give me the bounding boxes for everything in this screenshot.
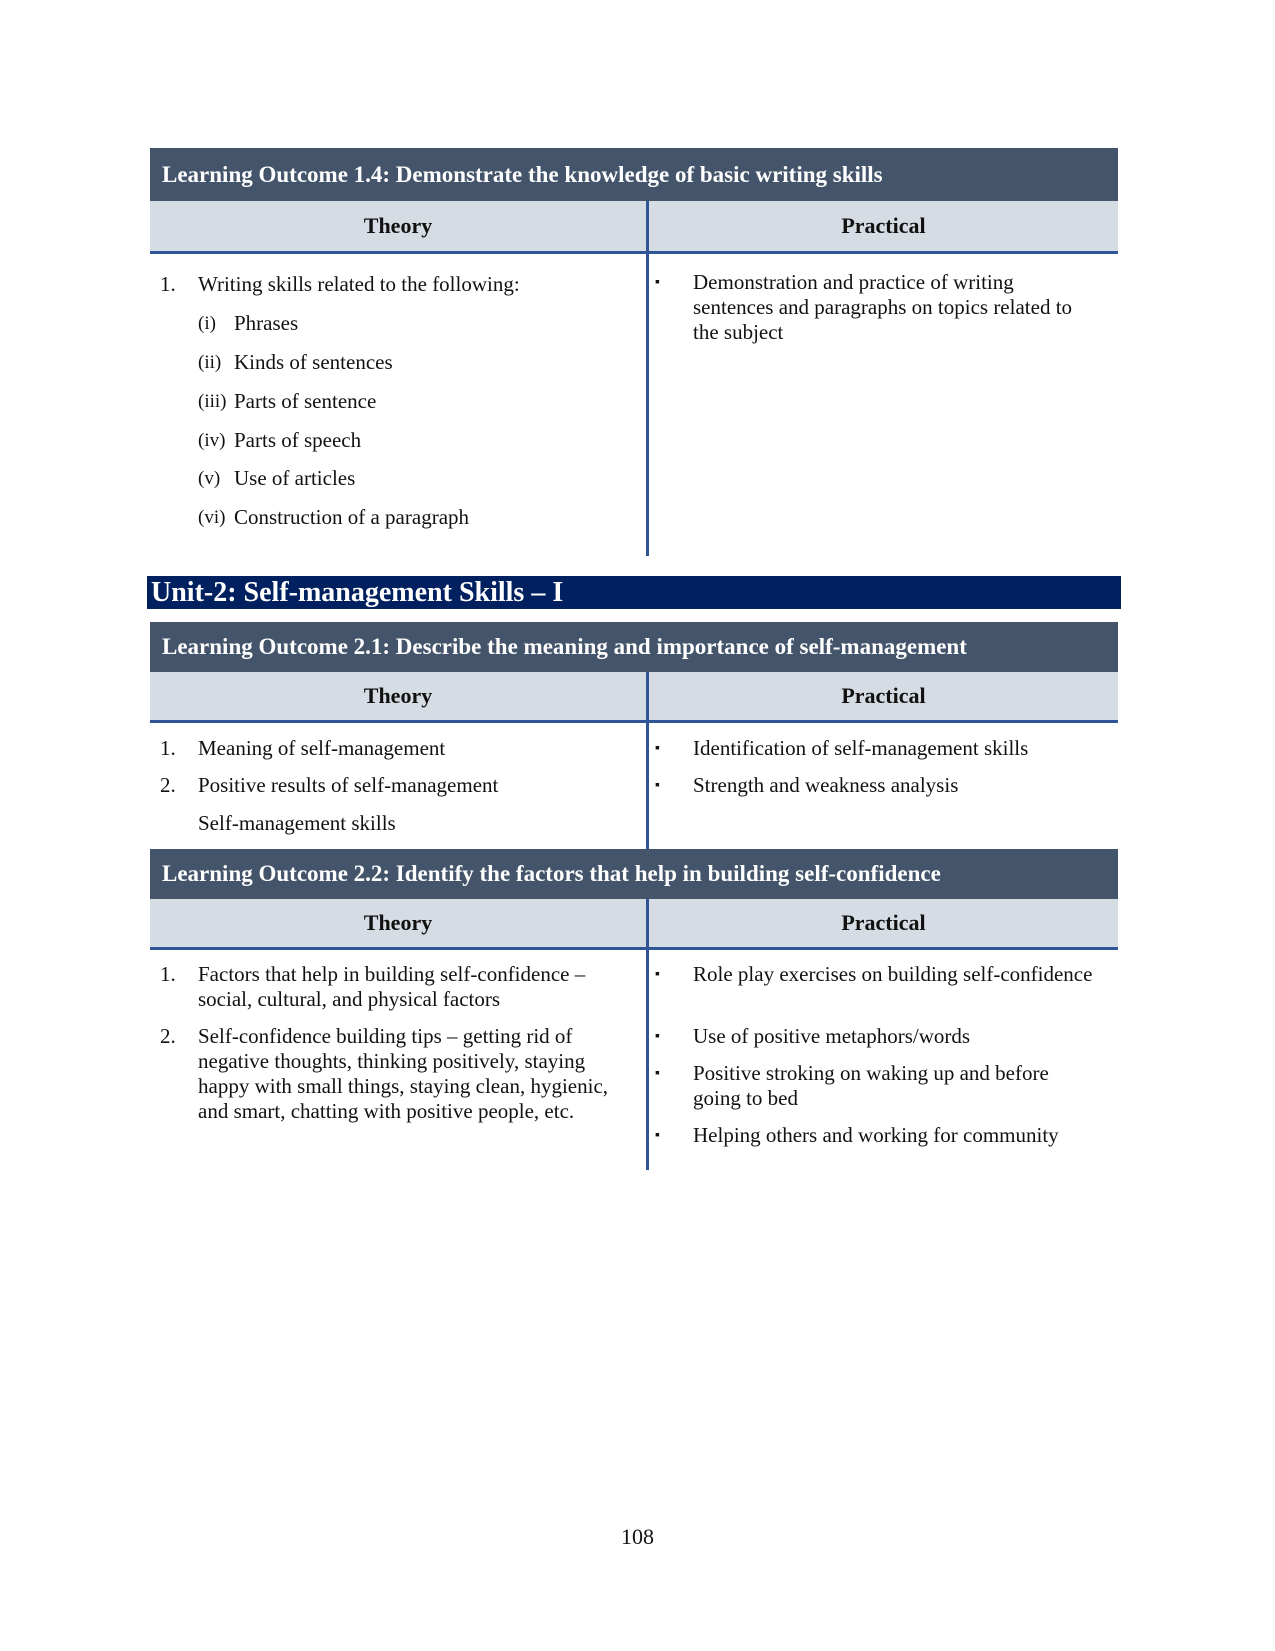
practical-header: Practical <box>646 201 1118 251</box>
item-text: Positive stroking on waking up and before going to bed <box>693 1061 1049 1110</box>
item-number: 2. <box>160 773 176 797</box>
theory-header: Theory <box>363 910 433 935</box>
item-text: Factors that help in building self-confidence – social, cultural, and physical factors <box>198 962 586 1011</box>
bullet-icon: ▪ <box>655 1128 660 1143</box>
item-text: Self-confidence building tips – getting rid of negative thoughts, thinking positively, staying happy with small things, staying clean, hygienic, and smart, chatting with positive people, etc. <box>198 1024 609 1123</box>
lo-1-4-title: Learning Outcome 1.4: Demonstrate the knowledge of basic writing skills <box>162 161 883 187</box>
item-number: 1. <box>160 272 176 296</box>
subitem-number: (ii) <box>198 352 222 373</box>
lo-2-2-practical-item <box>655 1024 1095 1049</box>
subitem-number: (vi) <box>198 507 226 528</box>
bullet-icon: ▪ <box>655 967 660 982</box>
lo-2-1-theory-item <box>160 736 445 761</box>
item-number: 1. <box>160 962 176 986</box>
unit-2-title: Unit-2: Self-management Skills – I <box>151 577 564 608</box>
column-divider <box>646 254 649 556</box>
theory-header: Theory <box>363 683 433 708</box>
lo-2-1-theory-item <box>160 773 498 798</box>
item-text: Role play exercises on building self-confidence <box>693 962 1093 986</box>
unit-2-banner <box>147 576 1121 609</box>
subitem-text: Parts of speech <box>234 428 362 452</box>
lo-2-1-title: Learning Outcome 2.1: Describe the meaning and importance of self-management <box>162 634 967 659</box>
theory-header: Theory <box>363 213 433 238</box>
item-number: 1. <box>160 736 176 760</box>
subitem-number: (iii) <box>198 391 227 412</box>
lo-2-2-practical-item <box>655 1123 1095 1148</box>
item-number: 2. <box>160 1024 176 1048</box>
lo-1-4-subitem <box>198 311 298 336</box>
item-number <box>160 811 198 836</box>
bullet-icon: ▪ <box>655 275 660 290</box>
bullet-icon: ▪ <box>655 741 660 756</box>
lo-2-1-practical-item <box>655 773 1095 798</box>
practical-header: Practical <box>646 672 1118 720</box>
subitem-text: Construction of a paragraph <box>234 505 470 529</box>
item-text: Meaning of self-management <box>198 736 446 760</box>
lo-1-4-subitem <box>198 350 393 375</box>
lo-2-1-theory-item <box>160 811 396 836</box>
lo-1-4-subitem <box>198 505 469 530</box>
lo-2-1-header <box>150 622 1118 672</box>
column-divider <box>646 723 649 849</box>
lo-1-4-subitem <box>198 466 355 491</box>
subitem-text: Kinds of sentences <box>234 350 393 374</box>
subitem-text: Phrases <box>234 311 299 335</box>
lo-1-4-subitem <box>198 428 361 453</box>
bullet-icon: ▪ <box>655 778 660 793</box>
lo-2-1-practical-item <box>655 736 1095 761</box>
lo-2-2-header <box>150 849 1118 899</box>
lo-2-2-title: Learning Outcome 2.2: Identify the factors that help in building self-confidence <box>162 861 941 886</box>
item-text: Writing skills related to the following: <box>198 272 520 296</box>
lo-2-2-theory-item <box>160 962 630 1012</box>
lo-2-2-column-headers <box>150 899 1118 950</box>
item-text: Positive results of self-management <box>198 773 499 797</box>
subitem-number: (i) <box>198 313 216 334</box>
item-text: Strength and weakness analysis <box>693 773 959 797</box>
subitem-number: (v) <box>198 468 221 489</box>
lo-1-4-subitem <box>198 389 376 414</box>
bullet-icon: ▪ <box>655 1066 660 1081</box>
item-text: Self-management skills <box>198 811 396 835</box>
lo-2-2-practical-item <box>655 1061 1095 1111</box>
item-text: Use of positive metaphors/words <box>693 1024 971 1048</box>
lo-2-2-theory-item <box>160 1024 630 1124</box>
practical-header: Practical <box>646 899 1118 947</box>
item-text: Demonstration and practice of writing sentences and paragraphs on topics related to the subject <box>693 270 1073 344</box>
lo-1-4-theory-item <box>160 272 520 297</box>
lo-1-4-header <box>150 148 1118 201</box>
item-text: Helping others and working for community <box>693 1123 1059 1147</box>
column-divider <box>646 950 649 1170</box>
lo-1-4-column-headers <box>150 201 1118 254</box>
bullet-icon: ▪ <box>655 1029 660 1044</box>
subitem-number: (iv) <box>198 430 226 451</box>
item-text: Identification of self-management skills <box>693 736 1029 760</box>
subitem-text: Parts of sentence <box>234 389 377 413</box>
subitem-text: Use of articles <box>234 466 356 490</box>
lo-2-1-column-headers <box>150 672 1118 723</box>
lo-2-2-practical-item <box>655 962 1095 987</box>
page-number: 108 <box>621 1524 654 1549</box>
lo-1-4-practical-item <box>655 270 1095 345</box>
